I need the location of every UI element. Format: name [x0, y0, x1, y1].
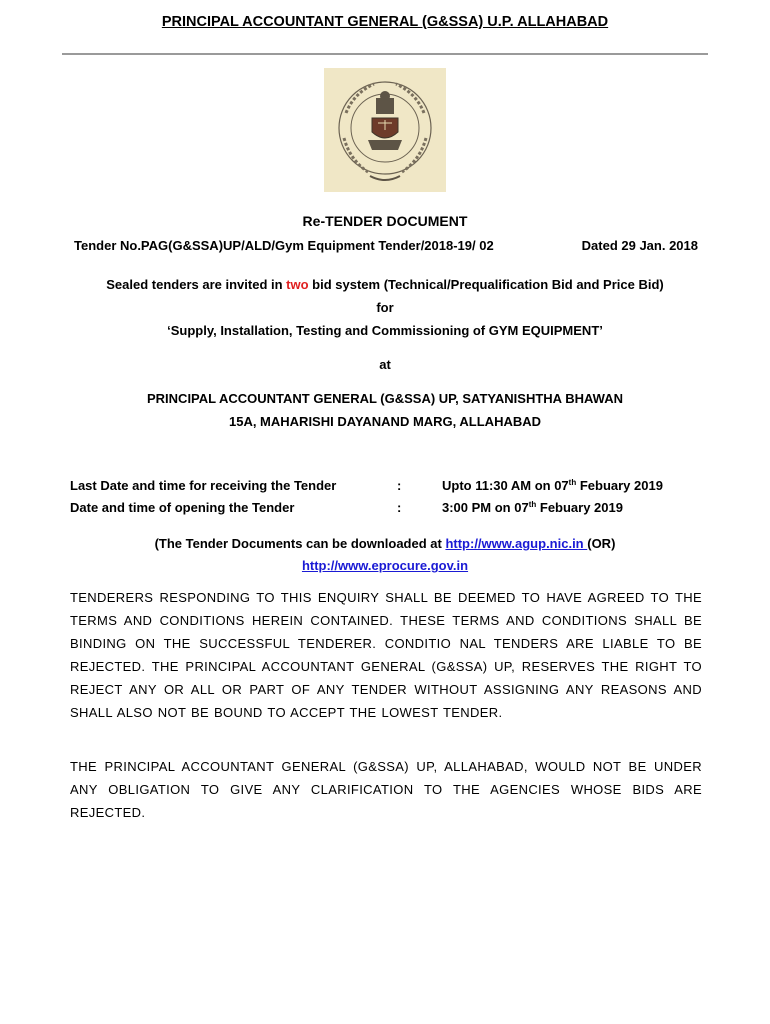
- invitation-text-start: Sealed tenders are invited in: [106, 277, 287, 292]
- invitation-text-end: bid system (Technical/Prequalification Bid and Price Bid): [308, 277, 664, 292]
- page-header-title: PRINCIPAL ACCOUNTANT GENERAL (G&SSA) U.P. ALLAHABAD: [161, 14, 609, 30]
- value-ordinal: th: [528, 500, 537, 509]
- cag-emblem-icon: [324, 68, 446, 192]
- agup-link[interactable]: http://www.agup.nic.in: [445, 536, 588, 551]
- value-main: 3:00 PM on 07: [442, 500, 529, 515]
- value-ordinal: th: [568, 478, 577, 487]
- separator-colon: :: [397, 500, 402, 515]
- download-prefix: (The Tender Documents can be downloaded at: [154, 536, 446, 551]
- download-note-line-2: [0, 558, 770, 573]
- invitation-line: [0, 277, 770, 292]
- tender-number-line: [74, 238, 698, 253]
- opening-date-value: [442, 500, 623, 515]
- opening-date-row: [70, 500, 710, 518]
- invitation-highlight: two: [286, 277, 309, 292]
- supply-description: ‘Supply, Installation, Testing and Commissioning of GYM EQUIPMENT’: [167, 323, 603, 338]
- download-or: (OR): [587, 536, 616, 551]
- tender-number: Tender No.PAG(G&SSA)UP/ALD/Gym Equipment Tender/2018-19/ 02: [74, 238, 494, 253]
- receiving-deadline-value: [442, 478, 663, 493]
- at-text: at: [379, 357, 391, 372]
- download-note: [0, 536, 770, 551]
- value-main: Upto 11:30 AM on 07: [442, 478, 569, 493]
- receiving-deadline-row: [70, 478, 710, 496]
- separator-colon: :: [397, 478, 402, 493]
- address-line-2: 15A, MAHARISHI DAYANAND MARG, ALLAHABAD: [228, 414, 542, 429]
- header-divider: [62, 53, 708, 55]
- tender-date: Dated 29 Jan. 2018: [581, 238, 698, 253]
- address-line-1: PRINCIPAL ACCOUNTANT GENERAL (G&SSA) UP, SATYANISHTHA BHAWAN: [147, 391, 623, 406]
- clarification-paragraph: THE PRINCIPAL ACCOUNTANT GENERAL (G&SSA) UP, ALLAHABAD, WOULD NOT BE UNDER ANY OBLIGATION TO GIVE ANY CLARIFICATION TO THE AGENCIES WHOSE BIDS ARE REJECTED.: [70, 759, 702, 820]
- opening-date-label: Date and time of opening the Tender: [70, 500, 295, 515]
- terms-paragraph: TENDERERS RESPONDING TO THIS ENQUIRY SHALL BE DEEMED TO HAVE AGREED TO THE TERMS AND CONDITIONS HEREIN CONTAINED. THESE TERMS AND CONDITIONS SHALL BE BINDING ON THE SUCCESSFUL TENDERER. CONDITIO NAL TENDERS ARE LIABLE TO BE REJECTED. THE PRINCIPAL ACCOUNTANT GENERAL (G&SSA) UP, RESERVES THE RIGHT TO REJECT ANY OR ALL OR PART OF ANY TENDER WITHOUT ASSIGNING ANY REASONS AND SHALL ALSO NOT BE BOUND TO ACCEPT THE LOWEST TENDER.: [70, 590, 702, 720]
- receiving-deadline-label: Last Date and time for receiving the Tender: [70, 478, 337, 493]
- document-title: Re-TENDER DOCUMENT: [302, 213, 468, 229]
- value-month: Febuary 2019: [536, 500, 623, 515]
- value-month: Febuary 2019: [576, 478, 663, 493]
- eprocure-link[interactable]: http://www.eprocure.gov.in: [301, 558, 469, 573]
- for-text: for: [376, 300, 394, 315]
